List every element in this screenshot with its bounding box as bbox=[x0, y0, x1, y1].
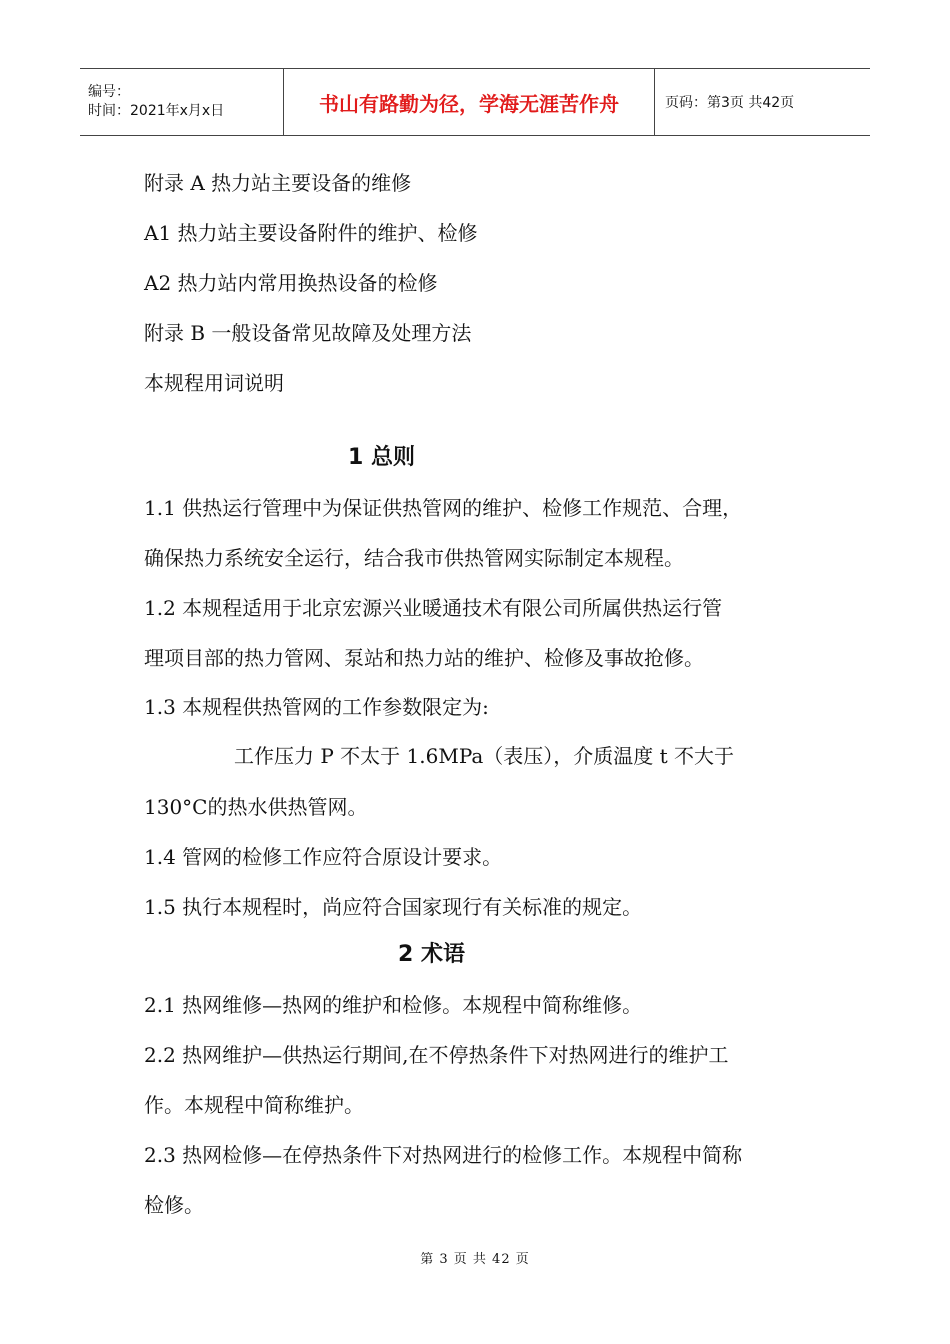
header-time: 时间：2021年x月x日 bbox=[88, 103, 225, 119]
header-meta bbox=[80, 69, 283, 135]
header-number: 编号： bbox=[88, 84, 130, 100]
paragraph-line: 作。本规程中简称维护。 bbox=[144, 1093, 364, 1117]
header-motto: 书山有路勤为径，学海无涯苦作舟 bbox=[283, 69, 655, 135]
toc-item: A1 热力站主要设备附件的维护、检修 bbox=[144, 221, 478, 245]
paragraph-line: 确保热力系统安全运行，结合我市供热管网实际制定本规程。 bbox=[144, 546, 684, 570]
paragraph-line: 1.2 本规程适用于北京宏源兴业暖通技术有限公司所属供热运行管 bbox=[144, 596, 723, 620]
toc-item: A2 热力站内常用换热设备的检修 bbox=[144, 271, 438, 295]
page-header bbox=[80, 68, 870, 136]
section-1-title: 1 总则 bbox=[348, 445, 415, 470]
toc-item: 附录 B 一般设备常见故障及处理方法 bbox=[144, 321, 472, 345]
header-page-info: 页码：第3页 共42页 bbox=[665, 95, 795, 111]
paragraph-line: 1.5 执行本规程时，尚应符合国家现行有关标准的规定。 bbox=[144, 895, 643, 919]
paragraph-line: 1.1 供热运行管理中为保证供热管网的维护、检修工作规范、合理， bbox=[144, 496, 743, 520]
paragraph-line: 理项目部的热力管网、泵站和热力站的维护、检修及事故抢修。 bbox=[144, 646, 704, 670]
toc-item: 附录 A 热力站主要设备的维修 bbox=[144, 171, 412, 195]
paragraph-line: 1.4 管网的检修工作应符合原设计要求。 bbox=[144, 845, 503, 869]
section-2-title: 2 术语 bbox=[398, 942, 465, 967]
paragraph-line: 工作压力 P 不太于 1.6MPa（表压），介质温度 t 不大于 bbox=[234, 744, 735, 768]
paragraph-line: 2.2 热网维护—供热运行期间,在不停热条件下对热网进行的维护工 bbox=[144, 1043, 729, 1067]
paragraph-line: 1.3 本规程供热管网的工作参数限定为: bbox=[144, 695, 489, 719]
paragraph-line: 2.1 热网维修—热网的维护和检修。本规程中简称维修。 bbox=[144, 993, 643, 1017]
page-footer: 第 3 页 共 42 页 bbox=[420, 1252, 530, 1267]
toc-item: 本规程用词说明 bbox=[144, 371, 284, 395]
paragraph-line: 130°C的热水供热管网。 bbox=[144, 795, 368, 819]
paragraph-line: 检修。 bbox=[144, 1193, 204, 1217]
paragraph-line: 2.3 热网检修—在停热条件下对热网进行的检修工作。本规程中简称 bbox=[144, 1143, 743, 1167]
